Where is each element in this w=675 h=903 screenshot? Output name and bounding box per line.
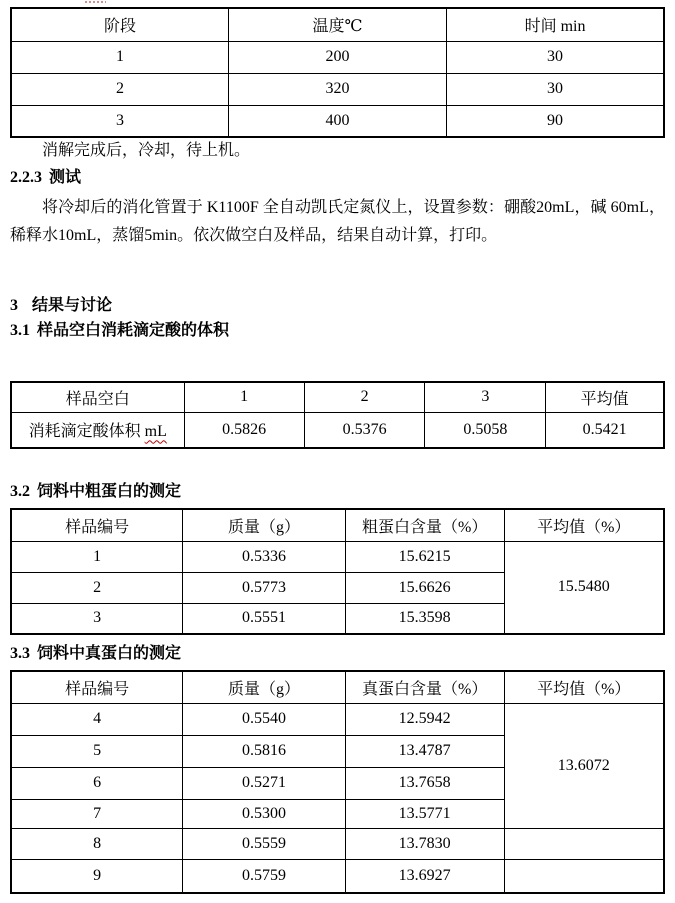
- section-number: 3.1: [10, 322, 30, 339]
- column-header-temperature: 温度℃: [228, 8, 446, 41]
- table-cell: 13.7658: [345, 767, 504, 799]
- table-cell: 13.7830: [345, 828, 504, 859]
- empty-average-cell: [504, 828, 664, 859]
- table-cell: 3: [11, 105, 228, 137]
- column-header-average: 平均值（%）: [504, 509, 664, 541]
- table-cell: 0.5773: [183, 572, 346, 603]
- row-label-unit-misspelled: mL: [144, 423, 167, 441]
- true-protein-table: [10, 670, 665, 894]
- table-cell: 30: [447, 41, 664, 73]
- table-row: [11, 541, 664, 572]
- table-cell: 7: [11, 799, 183, 828]
- column-header-average: 平均值: [546, 382, 664, 412]
- section-number: 3.2: [10, 483, 30, 500]
- table-row: [11, 828, 664, 859]
- table-header-row: [11, 671, 664, 703]
- section-heading-2-2-3: [10, 168, 665, 188]
- table-cell: 1: [11, 41, 228, 73]
- section-title: 饲料中粗蛋白的测定: [37, 483, 182, 500]
- crude-protein-table: [10, 508, 665, 635]
- table-cell: 0.5300: [183, 799, 346, 828]
- column-header-sample-blank: 样品空白: [11, 382, 184, 412]
- table-cell: 0.5551: [183, 603, 346, 634]
- table-cell: 5: [11, 735, 183, 767]
- section-heading-3-1: [10, 321, 665, 341]
- table-cell: 9: [11, 859, 183, 893]
- table-cell: 320: [228, 73, 446, 105]
- section-heading-3-3: [10, 645, 665, 663]
- section-title: 饲料中真蛋白的测定: [37, 645, 182, 662]
- section-heading-3-2: [10, 482, 665, 502]
- table-row: [11, 105, 664, 137]
- table-cell: 2: [11, 572, 183, 603]
- table-cell: 0.5376: [304, 412, 425, 448]
- column-header-time: 时间 min: [447, 8, 664, 41]
- table-cell: 12.5942: [345, 703, 504, 735]
- table-cell: 1: [11, 541, 183, 572]
- table-cell: 0.5559: [183, 828, 346, 859]
- table-cell: 30: [447, 73, 664, 105]
- table-cell: 2: [11, 73, 228, 105]
- table-header-row: [11, 382, 664, 412]
- table-row: [11, 412, 664, 448]
- table-header-row: [11, 509, 664, 541]
- table-cell: 4: [11, 703, 183, 735]
- table-row: [11, 859, 664, 893]
- section-number: 3.3: [10, 645, 30, 662]
- table-cell: 13.4787: [345, 735, 504, 767]
- spellcheck-squiggle-remnant: [85, 1, 106, 3]
- column-header-mass: 质量（g）: [183, 671, 346, 703]
- column-header-sample-id: 样品编号: [11, 671, 183, 703]
- table-cell: 0.5271: [183, 767, 346, 799]
- average-merged-cell: 13.6072: [504, 703, 664, 828]
- table-header-row: [11, 8, 664, 41]
- section-number: 2.2.3: [10, 169, 42, 186]
- table-cell: 0.5540: [183, 703, 346, 735]
- blank-titration-table: [10, 381, 665, 449]
- table-row: [11, 703, 664, 735]
- column-header-true-protein-content: 真蛋白含量（%）: [345, 671, 504, 703]
- column-header-3: 3: [425, 382, 546, 412]
- section-number: 3: [10, 297, 18, 314]
- row-label-text: 消耗滴定酸体积: [28, 423, 145, 441]
- table-cell: 13.5771: [345, 799, 504, 828]
- section-title: 结果与讨论: [32, 297, 113, 314]
- table-cell: 90: [447, 105, 664, 137]
- table-cell: 0.5421: [546, 412, 664, 448]
- table-cell: 15.3598: [345, 603, 504, 634]
- column-header-crude-protein-content: 粗蛋白含量（%）: [345, 509, 504, 541]
- table-row: [11, 73, 664, 105]
- table-cell: 0.5816: [183, 735, 346, 767]
- table-cell: 0.5058: [425, 412, 546, 448]
- table-cell: 6: [11, 767, 183, 799]
- table-row: [11, 41, 664, 73]
- column-header-mass: 质量（g）: [183, 509, 346, 541]
- row-label-cell: [11, 412, 184, 448]
- table-cell: 400: [228, 105, 446, 137]
- table-cell: 8: [11, 828, 183, 859]
- section-title: 样品空白消耗滴定酸的体积: [37, 322, 230, 339]
- section-heading-3: [10, 296, 665, 316]
- table-cell: 0.5336: [183, 541, 346, 572]
- document-content: [0, 7, 675, 894]
- empty-average-cell: [504, 859, 664, 893]
- table-cell: 3: [11, 603, 183, 634]
- column-header-average: 平均值（%）: [504, 671, 664, 703]
- table-cell: 15.6626: [345, 572, 504, 603]
- table-cell: 200: [228, 41, 446, 73]
- column-header-sample-id: 样品编号: [11, 509, 183, 541]
- table-cell: 0.5759: [183, 859, 346, 893]
- table-cell: 15.6215: [345, 541, 504, 572]
- paragraph-test-procedure: 将冷却后的消化管置于 K1100F 全自动凯氏定氮仪上，设置参数：硼酸20mL，碱 60mL，稀释水10mL，蒸馏5min。依次做空白及样品，结果自动计算，打印。: [10, 199, 665, 244]
- table-cell: 13.6927: [345, 859, 504, 893]
- table-cell: 0.5826: [184, 412, 304, 448]
- column-header-1: 1: [184, 382, 304, 412]
- column-header-2: 2: [304, 382, 425, 412]
- average-merged-cell: 15.5480: [504, 541, 664, 634]
- column-header-stage: 阶段: [11, 8, 228, 41]
- section-title: 测试: [49, 169, 82, 186]
- temperature-program-table: [10, 7, 665, 138]
- paragraph-after-digestion: 消解完成后，冷却，待上机。: [42, 142, 251, 159]
